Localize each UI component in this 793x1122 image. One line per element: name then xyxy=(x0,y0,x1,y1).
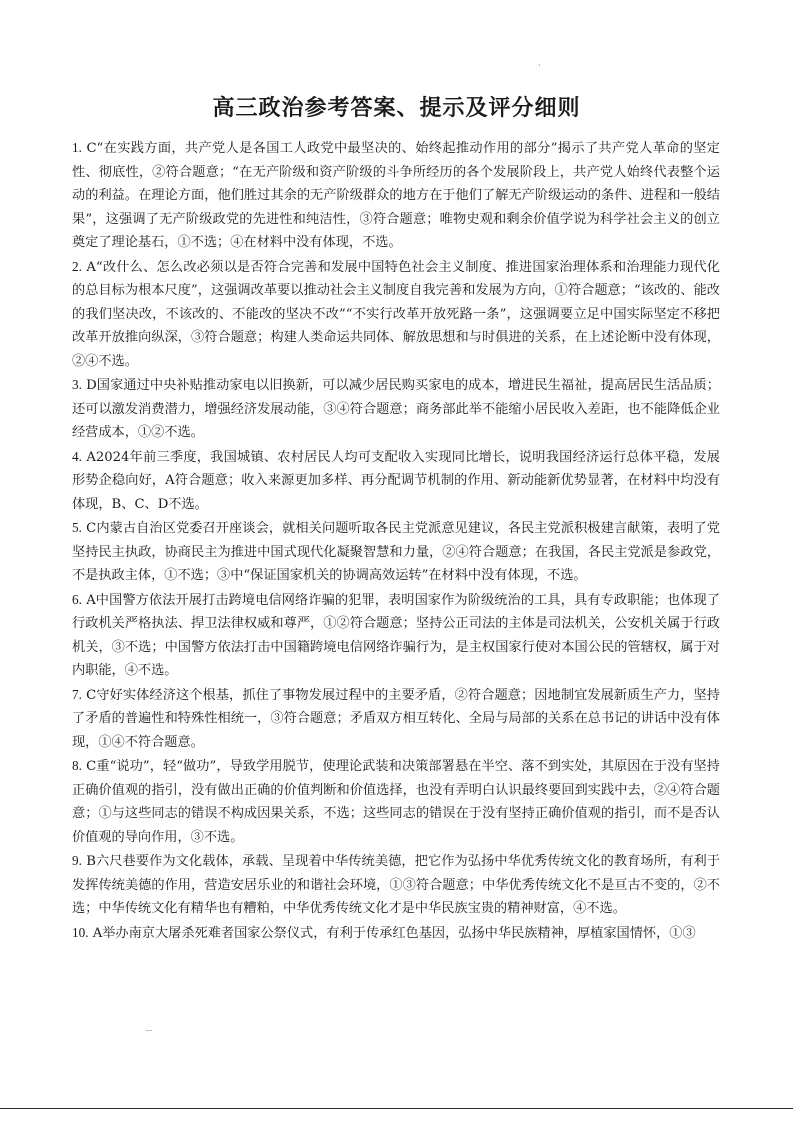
answer-text: C“在实践方面，共产党人是各国工人政党中最坚决的、始终起推动作用的部分”揭示了共产党人革命的坚定性、彻底性，②符合题意；“在无产阶级和资产阶级的斗争所经历的各个发展阶段上，共产党人始终代表整个运动的利益。在理论方面，他们胜过其余的无产阶级群众的地方在于他们了解无产阶级运动的条件、进程和一般结果”，这强调了无产阶级政党的先进性和纯洁性，③符合题意；唯物史观和剩余价值学说为科学社会主义的创立奠定了理论基石，①不选；④在材料中没有体现，不选。 xyxy=(72,141,720,250)
answer-number: 8. xyxy=(72,758,82,773)
answer-item xyxy=(72,516,720,588)
answer-text: B六尺巷要作为文化载体，承载、呈现着中华传统美德，把它作为弘扬中华优秀传统文化的教育场所，有利于发挥传统美德的作用，营造安居乐业的和谐社会环境，①③符合题意；中华优秀传统文化不是亘古不变的，②不选；中华传统文化有精华也有糟粕，中华优秀传统文化才是中华民族宝贵的精神财富，④不选。 xyxy=(72,854,721,916)
answer-item xyxy=(72,445,720,517)
answer-text: C守好实体经济这个根基，抓住了事物发展过程中的主要矛盾，②符合题意；因地制宜发展新质生产力，坚持了矛盾的普遍性和特殊性相统一，③符合题意；矛盾双方相互转化、全局与局部的关系在总书记的讲话中没有体现，①④不符合题意。 xyxy=(72,687,720,750)
answer-item xyxy=(72,255,720,374)
answer-text: D国家通过中央补贴推动家电以旧换新，可以减少居民购买家电的成本，增进民生福祉，提高居民生活品质；还可以激发消费潜力，增强经济发展动能，③④符合题意；商务部此举不能缩小居民收入差距，也不能降低企业经营成本，①②不选。 xyxy=(72,378,720,440)
answer-text: C内蒙古自治区党委召开座谈会，就相关问题听取各民主党派意见建议，各民主党派积极建言献策，表明了党坚持民主执政，协商民主为推进中国式现代化凝聚智慧和力量，②④符合题意；在我国，各民主党派是参政党，不是执政主体，①不选；③中“保证国家机关的协调高效运转”在材料中没有体现，不选。 xyxy=(72,521,720,583)
answer-item xyxy=(72,921,720,946)
page-title: 高三政治参考答案、提示及评分细则 xyxy=(212,96,581,121)
bottom-divider xyxy=(0,1108,793,1109)
answer-number: 3. xyxy=(72,377,82,392)
answer-text: C重“说功”，轻“做功”，导致学用脱节，使理论武装和决策部署悬在半空、落不到实处，其原因在于没有坚持正确价值观的指引，没有做出正确的价值判断和价值选择，也没有弄明白认识最终要回到实践中去，②④符合题意；①与这些同志的错误不构成因果关系，不选；这些同志的错误在于没有坚持正确价值观的指引，而不是否认价值观的导向作用，③不选。 xyxy=(72,759,720,845)
answer-text: A2024年前三季度，我国城镇、农村居民人均可支配收入实现同比增长，说明我国经济运行总体平稳，发展形势企稳向好，A符合题意；收入来源更加多样、再分配调节机制的作用、新动能新优势显著，在材料中均没有体现，B、C、D不选。 xyxy=(72,449,720,512)
answer-number: 9. xyxy=(72,853,82,868)
scan-mark xyxy=(146,1030,152,1031)
answer-item xyxy=(72,136,720,255)
answer-number: 7. xyxy=(72,686,82,702)
answer-item xyxy=(72,683,720,755)
answer-number: 1. xyxy=(72,140,82,155)
answer-number: 5. xyxy=(72,520,82,535)
top-mark: · xyxy=(538,61,541,70)
answer-number: 2. xyxy=(72,258,82,274)
answer-list xyxy=(72,136,720,945)
answer-item xyxy=(72,588,720,683)
answer-text: A“改什么、怎么改必须以是否符合完善和发展中国特色社会主义制度、推进国家治理体系和治理能力现代化的总目标为根本尺度”，这强调改革要以推动社会主义制度自我完善和发展为方向，①符合题意；“该改的、能改的我们坚决改，不该改的、不能改的坚决不改”“不实行改革开放死路一条”，这强调要立足中国实际坚定不移把改革开放推向纵深，③符合题意；构建人类命运共同体、解放思想和与时俱进的关系，在上述论断中没有体现，②④不选。 xyxy=(72,259,720,369)
answer-number: 10. xyxy=(72,924,89,940)
answer-item xyxy=(72,373,720,445)
answer-item xyxy=(72,754,720,849)
answer-number: 6. xyxy=(72,591,82,607)
answer-text: A举办南京大屠杀死难者国家公祭仪式，有利于传承红色基因，弘扬中华民族精神，厚植家国情怀，①③ xyxy=(92,925,696,941)
answer-number: 4. xyxy=(72,448,82,464)
answer-text: A中国警方依法开展打击跨境电信网络诈骗的犯罪，表明国家作为阶级统治的工具，具有专政职能；也体现了行政机关严格执法、捍卫法律权威和尊严，①②符合题意；坚持公正司法的主体是司法机关，公安机关属于行政机关，③不选；中国警方依法打击中国籍跨境电信网络诈骗行为，是主权国家行使对本国公民的管辖权，属于对内职能，④不选。 xyxy=(72,592,720,678)
answer-item xyxy=(72,849,720,921)
